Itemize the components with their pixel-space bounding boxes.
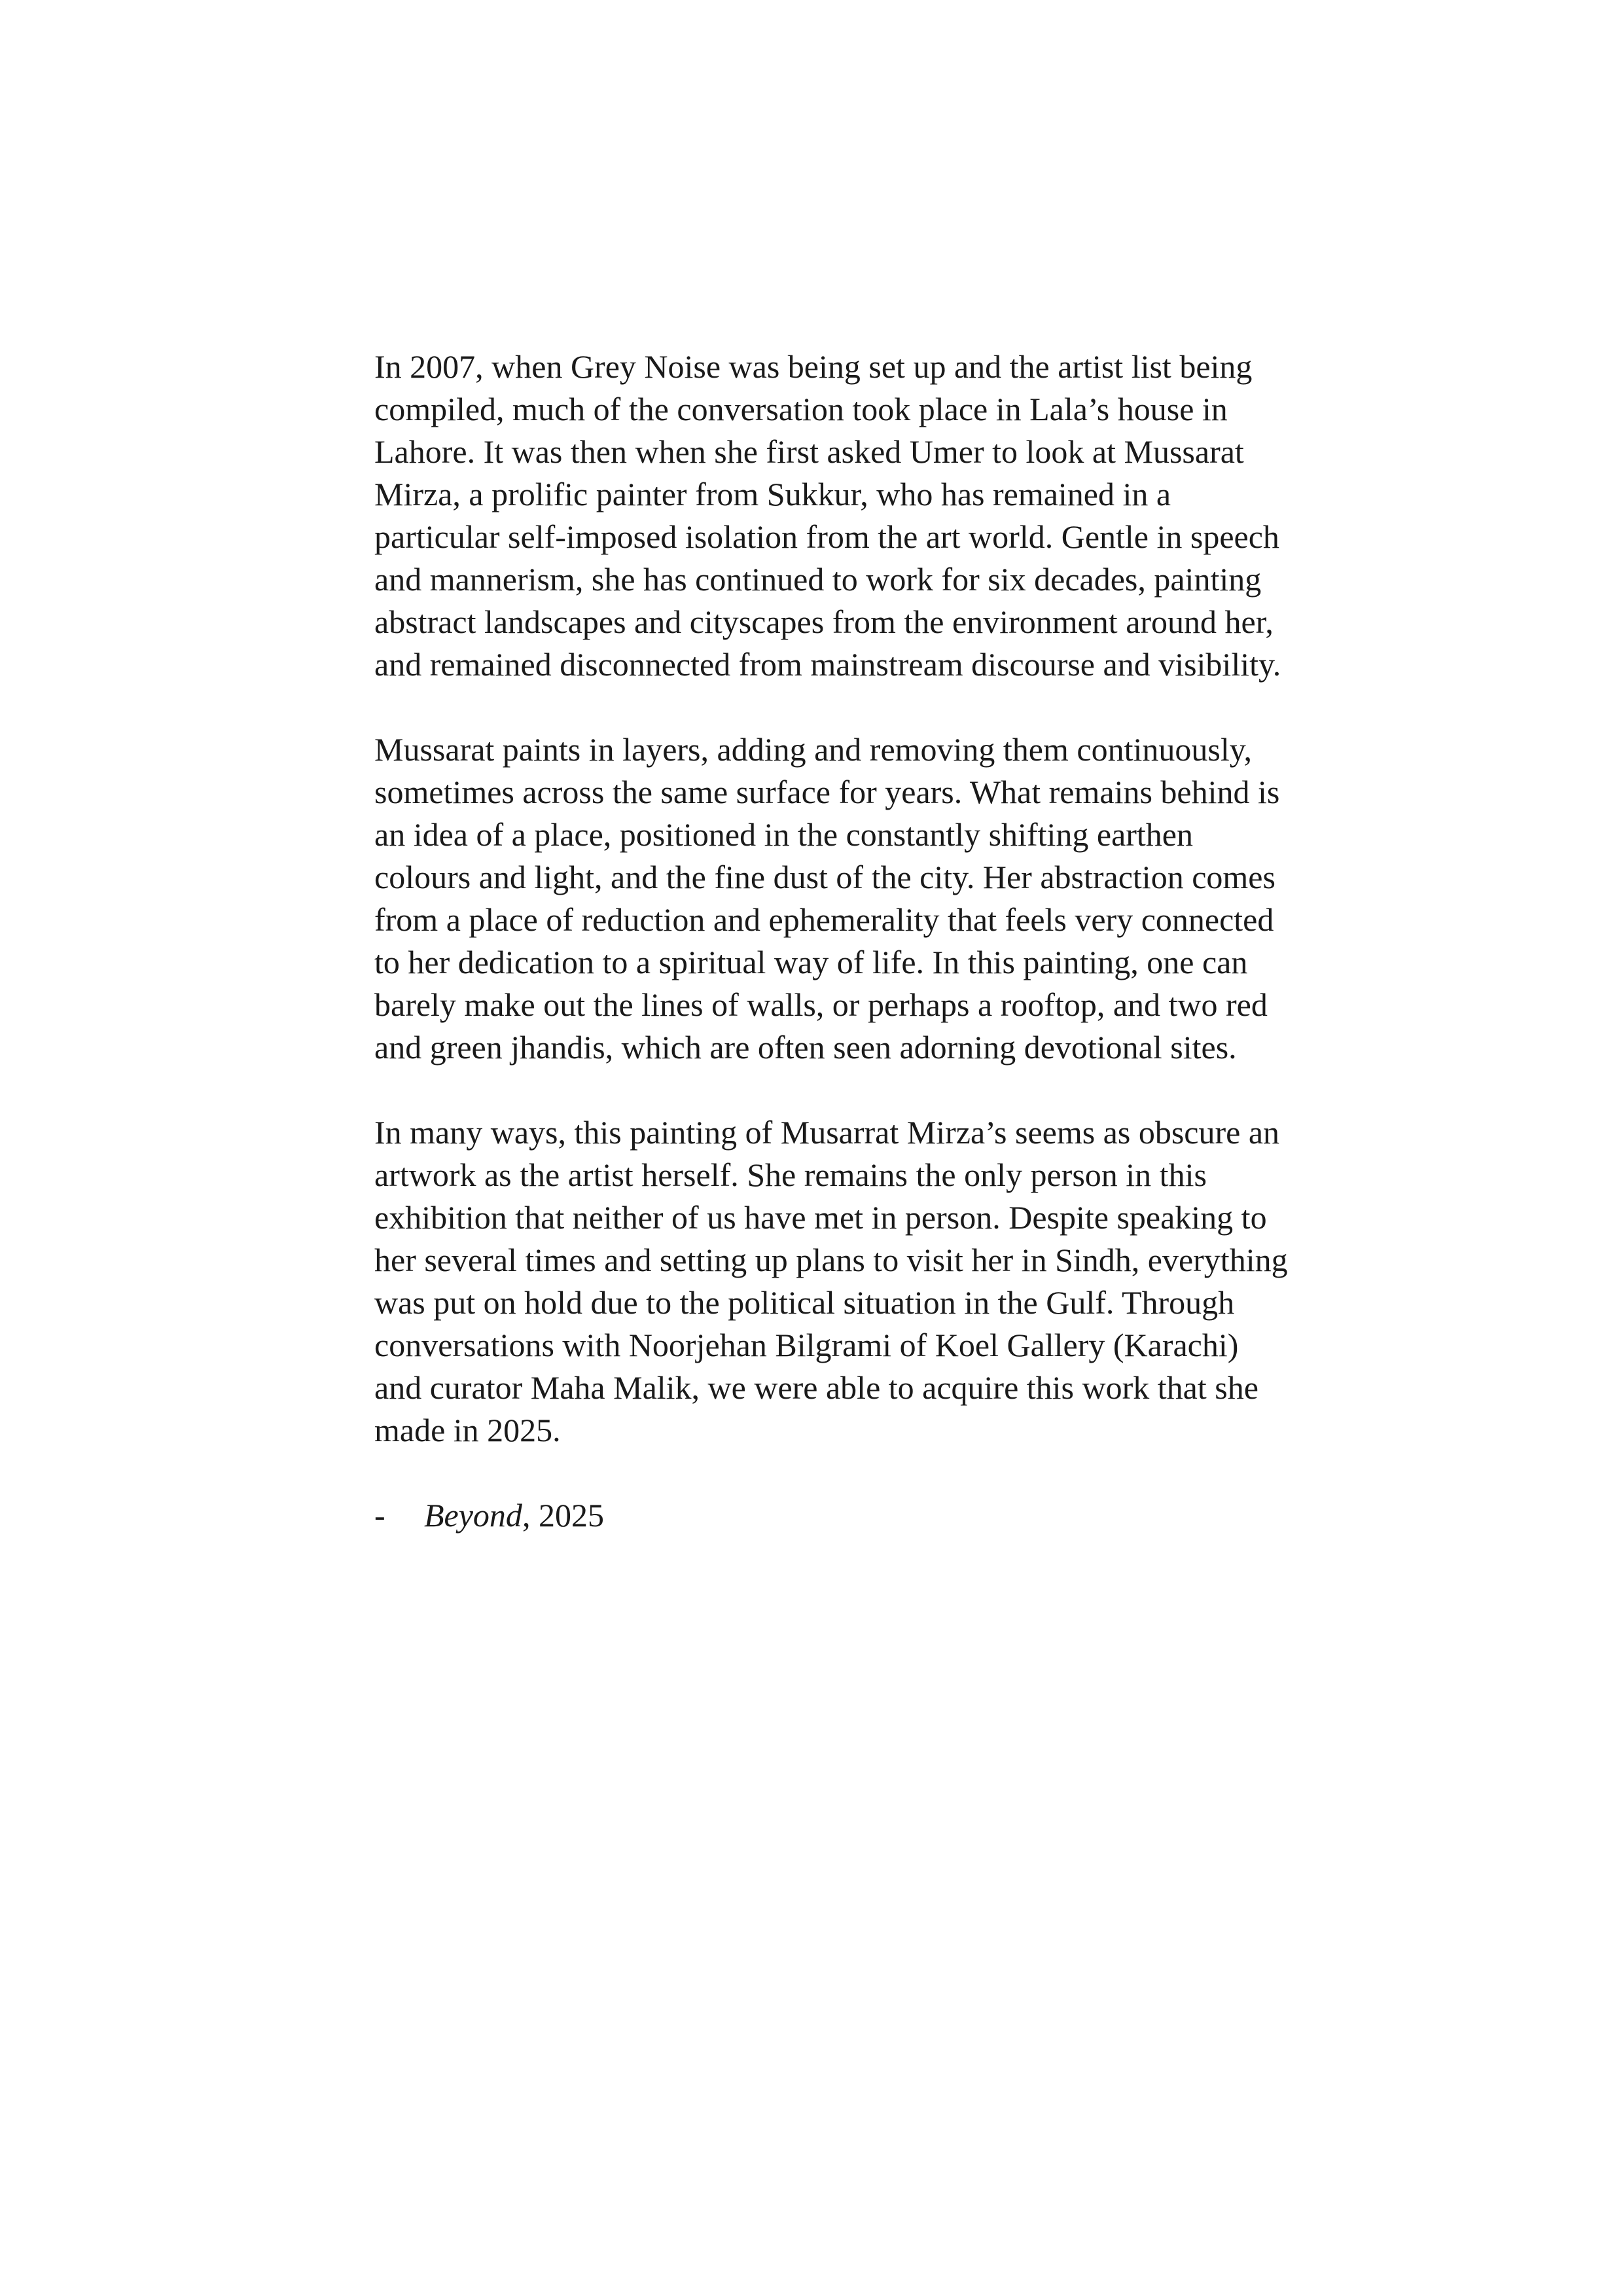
text-line: and green jhandis, which are often seen adorning devotional sites.	[374, 1029, 1237, 1066]
text-line: sometimes across the same surface for years. What remains behind is	[374, 774, 1280, 810]
text-line: Mirza, a prolific painter from Sukkur, who has remained in a	[374, 476, 1171, 512]
artwork-caption	[374, 1494, 1277, 1537]
body-text	[374, 346, 1288, 1537]
text-line: to her dedication to a spiritual way of life. In this painting, one can	[374, 944, 1248, 980]
paragraph-1	[374, 346, 1281, 686]
text-line: particular self-imposed isolation from the art world. Gentle in speech	[374, 518, 1279, 555]
text-line: In 2007, when Grey Noise was being set up and the artist list being	[374, 348, 1253, 385]
text-line: Lahore. It was then when she first asked Umer to look at Mussarat	[374, 433, 1244, 470]
artwork-year: , 2025	[522, 1497, 604, 1534]
text-line: her several times and setting up plans to visit her in Sindh, everything	[374, 1242, 1288, 1278]
text-line: colours and light, and the fine dust of the city. Her abstraction comes	[374, 859, 1275, 895]
text-line: was put on hold due to the political situation in the Gulf. Through	[374, 1284, 1235, 1321]
text-line: Mussarat paints in layers, adding and removing them continuously,	[374, 731, 1252, 768]
text-line: an idea of a place, positioned in the constantly shifting earthen	[374, 816, 1194, 853]
paragraph-3	[374, 1111, 1288, 1452]
text-line: and remained disconnected from mainstream discourse and visibility.	[374, 646, 1281, 683]
text-line: In many ways, this painting of Musarrat Mirza’s seems as obscure an	[374, 1114, 1280, 1151]
artwork-title: Beyond	[424, 1497, 522, 1534]
text-line: and mannerism, she has continued to work for six decades, painting	[374, 561, 1262, 598]
text-line: barely make out the lines of walls, or perhaps a rooftop, and two red	[374, 986, 1268, 1023]
text-line: and curator Maha Malik, we were able to acquire this work that she	[374, 1369, 1258, 1406]
text-line: made in 2025.	[374, 1412, 561, 1448]
text-line: compiled, much of the conversation took place in Lala’s house in	[374, 391, 1228, 427]
text-line: exhibition that neither of us have met in person. Despite speaking to	[374, 1199, 1267, 1236]
text-line: from a place of reduction and ephemerality that feels very connected	[374, 901, 1274, 938]
text-line: abstract landscapes and cityscapes from the environment around her,	[374, 603, 1274, 640]
text-line: artwork as the artist herself. She remains the only person in this	[374, 1157, 1207, 1193]
text-line: conversations with Noorjehan Bilgrami of Koel Gallery (Karachi)	[374, 1327, 1239, 1363]
caption-dash: -	[374, 1497, 385, 1534]
paragraph-2	[374, 728, 1280, 1069]
